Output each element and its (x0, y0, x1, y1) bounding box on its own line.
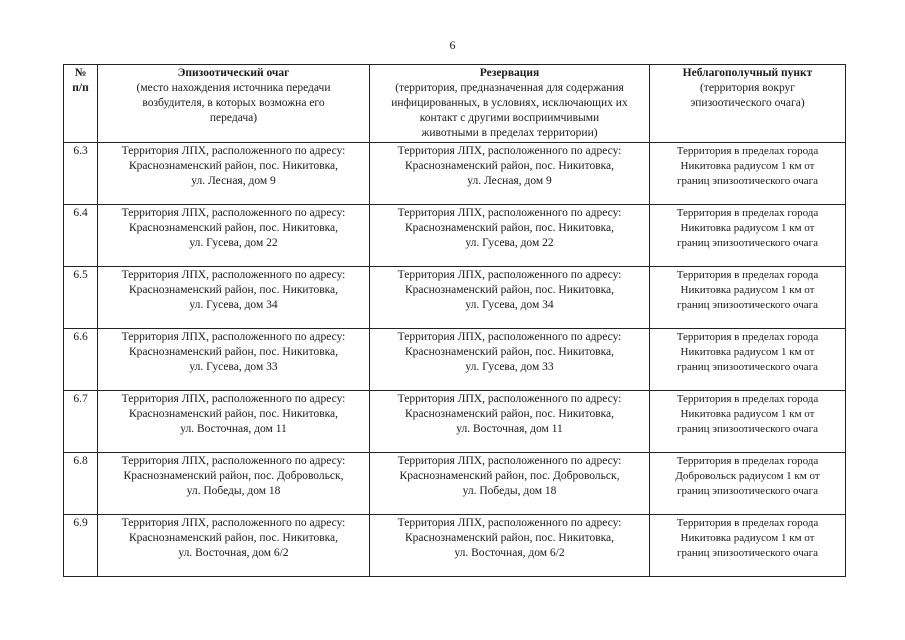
zone-line: границ эпизоотического очага (677, 237, 818, 249)
zone-line: границ эпизоотического очага (677, 175, 818, 187)
header-reservation-line: животными в пределах территории) (421, 127, 598, 139)
reservation-line: Краснознаменский район, пос. Никитовка, (404, 408, 615, 420)
zone-line: Территория в пределах города (676, 207, 819, 219)
zone-line: границ эпизоотического очага (677, 361, 818, 373)
reservation-line: Территория ЛПХ, расположенного по адресу: (397, 393, 622, 405)
focus-line: Краснознаменский район, пос. Никитовка, (128, 408, 339, 420)
reservation-line: Территория ЛПХ, расположенного по адресу: (397, 269, 622, 281)
zone-line: Добровольск радиусом 1 км от (675, 470, 820, 482)
zone-cell (650, 267, 846, 329)
header-zone-title: Неблагополучный пункт (682, 67, 813, 79)
table-row (64, 329, 846, 391)
reservation-cell (370, 267, 650, 329)
zone-line: Никитовка радиусом 1 км от (680, 160, 815, 172)
header-zone (650, 65, 846, 143)
table-body (64, 143, 846, 577)
zone-cell (650, 515, 846, 577)
row-number: 6.4 (64, 205, 98, 267)
focus-line: Территория ЛПХ, расположенного по адресу: (121, 455, 346, 467)
focus-line: ул. Гусева, дом 22 (189, 237, 278, 249)
focus-line: Краснознаменский район, пос. Никитовка, (128, 160, 339, 172)
reservation-line: Территория ЛПХ, расположенного по адресу: (397, 517, 622, 529)
focus-cell (98, 329, 370, 391)
focus-line: ул. Лесная, дом 9 (191, 175, 276, 187)
focus-line: Краснознаменский район, пос. Никитовка, (128, 532, 339, 544)
zone-line: Никитовка радиусом 1 км от (680, 346, 815, 358)
focus-cell (98, 205, 370, 267)
reservation-line: Краснознаменский район, пос. Никитовка, (404, 346, 615, 358)
focus-line: Краснознаменский район, пос. Никитовка, (128, 346, 339, 358)
header-reservation (370, 65, 650, 143)
zone-line: Никитовка радиусом 1 км от (680, 532, 815, 544)
zones-table (63, 64, 846, 577)
reservation-line: ул. Победы, дом 18 (462, 485, 557, 497)
focus-line: Территория ЛПХ, расположенного по адресу: (121, 517, 346, 529)
zone-line: Территория в пределах города (676, 145, 819, 157)
table-row (64, 515, 846, 577)
header-zone-line: (территория вокруг (699, 82, 796, 94)
zone-line: границ эпизоотического очага (677, 299, 818, 311)
header-zone-line: эпизоотического очага) (690, 97, 805, 109)
table-row (64, 205, 846, 267)
reservation-line: Территория ЛПХ, расположенного по адресу: (397, 331, 622, 343)
reservation-line: Территория ЛПХ, расположенного по адресу: (397, 145, 622, 157)
reservation-cell (370, 205, 650, 267)
focus-line: ул. Гусева, дом 34 (189, 299, 278, 311)
reservation-line: ул. Гусева, дом 33 (465, 361, 554, 373)
row-number: 6.8 (64, 453, 98, 515)
header-reservation-line: инфицированных, в условиях, исключающих их (391, 97, 628, 109)
row-number: 6.7 (64, 391, 98, 453)
reservation-cell (370, 391, 650, 453)
zone-line: Никитовка радиусом 1 км от (680, 284, 815, 296)
reservation-cell (370, 453, 650, 515)
reservation-line: ул. Лесная, дом 9 (467, 175, 552, 187)
reservation-line: ул. Восточная, дом 11 (456, 423, 563, 435)
reservation-cell (370, 329, 650, 391)
zone-line: Территория в пределах города (676, 455, 819, 467)
zone-cell (650, 391, 846, 453)
focus-line: Территория ЛПХ, расположенного по адресу: (121, 331, 346, 343)
header-focus-line: (место нахождения источника передачи (136, 82, 331, 94)
header-num-label: п/п (72, 82, 89, 94)
focus-line: Территория ЛПХ, расположенного по адресу: (121, 145, 346, 157)
focus-line: ул. Победы, дом 18 (186, 485, 281, 497)
focus-line: Территория ЛПХ, расположенного по адресу: (121, 269, 346, 281)
row-number: 6.3 (64, 143, 98, 205)
reservation-line: Краснознаменский район, пос. Никитовка, (404, 284, 615, 296)
table-row (64, 391, 846, 453)
focus-line: ул. Восточная, дом 11 (180, 423, 287, 435)
reservation-cell (370, 143, 650, 205)
zone-line: Территория в пределах города (676, 393, 819, 405)
zone-line: Никитовка радиусом 1 км от (680, 408, 815, 420)
zone-cell (650, 329, 846, 391)
table-row (64, 143, 846, 205)
header-focus-title: Эпизоотический очаг (177, 67, 290, 79)
header-num (64, 65, 98, 143)
reservation-cell (370, 515, 650, 577)
zone-cell (650, 205, 846, 267)
zone-cell (650, 143, 846, 205)
header-focus-line: передача) (209, 112, 258, 124)
page-number: 6 (449, 38, 456, 52)
focus-line: ул. Гусева, дом 33 (189, 361, 278, 373)
zone-line: границ эпизоотического очага (677, 547, 818, 559)
row-number: 6.5 (64, 267, 98, 329)
focus-line: Территория ЛПХ, расположенного по адресу: (121, 393, 346, 405)
reservation-line: Краснознаменский район, пос. Никитовка, (404, 532, 615, 544)
reservation-line: Краснознаменский район, пос. Никитовка, (404, 222, 615, 234)
table-header-row (64, 65, 846, 143)
reservation-line: Краснознаменский район, пос. Никитовка, (404, 160, 615, 172)
header-reservation-line: (территория, предназначенная для содержания (395, 82, 624, 94)
reservation-line: Территория ЛПХ, расположенного по адресу: (397, 207, 622, 219)
header-focus-line: возбудителя, в которых возможна его (142, 97, 325, 109)
zone-line: Территория в пределах города (676, 517, 819, 529)
focus-line: ул. Восточная, дом 6/2 (178, 547, 289, 559)
focus-cell (98, 515, 370, 577)
zone-line: Территория в пределах города (676, 331, 819, 343)
reservation-line: Краснознаменский район, пос. Добровольск, (399, 470, 620, 482)
zone-cell (650, 453, 846, 515)
zone-line: границ эпизоотического очага (677, 423, 818, 435)
focus-cell (98, 391, 370, 453)
zone-line: Территория в пределах города (676, 269, 819, 281)
table-row (64, 267, 846, 329)
focus-cell (98, 267, 370, 329)
header-reservation-line: контакт с другими восприимчивыми (419, 112, 600, 124)
focus-cell (98, 143, 370, 205)
header-num-symbol: № (74, 67, 87, 79)
reservation-line: ул. Восточная, дом 6/2 (454, 547, 565, 559)
focus-line: Краснознаменский район, пос. Никитовка, (128, 284, 339, 296)
row-number: 6.9 (64, 515, 98, 577)
zone-line: Никитовка радиусом 1 км от (680, 222, 815, 234)
reservation-line: Территория ЛПХ, расположенного по адресу: (397, 455, 622, 467)
header-focus (98, 65, 370, 143)
focus-cell (98, 453, 370, 515)
focus-line: Территория ЛПХ, расположенного по адресу: (121, 207, 346, 219)
row-number: 6.6 (64, 329, 98, 391)
reservation-line: ул. Гусева, дом 34 (465, 299, 554, 311)
table-row (64, 453, 846, 515)
reservation-line: ул. Гусева, дом 22 (465, 237, 554, 249)
focus-line: Краснознаменский район, пос. Никитовка, (128, 222, 339, 234)
header-reservation-title: Резервация (479, 67, 540, 79)
zone-line: границ эпизоотического очага (677, 485, 818, 497)
focus-line: Краснознаменский район, пос. Добровольск, (123, 470, 344, 482)
